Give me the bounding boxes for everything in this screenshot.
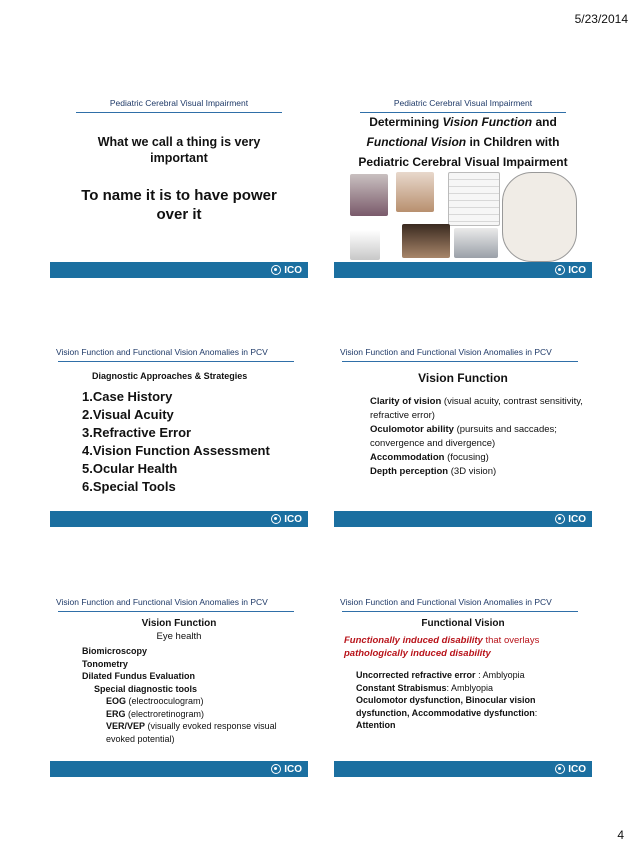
instrument-photo [454, 228, 498, 258]
slide-footer [334, 511, 592, 527]
logo-ring-icon [555, 265, 565, 275]
list-item: 2.Visual Acuity [82, 407, 174, 422]
ico-logo: ICO [555, 264, 586, 276]
header-divider [342, 611, 578, 612]
ico-logo: ICO [555, 763, 586, 775]
logo-ring-icon [271, 764, 281, 774]
slide-header: Pediatric Cerebral Visual Impairment [393, 98, 533, 108]
slide-subtitle: Diagnostic Approaches & Strategies [92, 371, 248, 381]
fv-item: Uncorrected refractive error : Amblyopia [356, 670, 525, 680]
tool-item: VER/VEP (visually evoked response visual evoked potential) [106, 721, 277, 744]
brain-diagram [502, 172, 577, 262]
device-photo [350, 230, 380, 260]
fv-item: Constant Strabismus: Amblyopia [356, 682, 494, 693]
tool-item: ERG (electroretinogram) [106, 708, 205, 719]
header-divider [58, 361, 294, 362]
slide-header: Vision Function and Functional Vision Anomalies in PCV [340, 597, 552, 607]
list-item: 1.Case History [82, 389, 173, 404]
header-divider [342, 361, 578, 362]
slide-3 [50, 335, 308, 527]
vision-item: Accommodation (focusing) [370, 452, 489, 463]
slide-1 [50, 86, 308, 278]
slide-header: Vision Function and Functional Vision Anomalies in PCV [340, 347, 552, 357]
slide-header: Pediatric Cerebral Visual Impairment [109, 98, 249, 108]
ico-logo: ICO [271, 264, 302, 276]
fv-item: Attention [356, 720, 396, 730]
slide-footer [334, 761, 592, 777]
slide-header: Vision Function and Functional Vision Anomalies in PCV [56, 597, 268, 607]
ico-logo: ICO [271, 513, 302, 525]
ico-logo: ICO [271, 763, 302, 775]
quote-line-3: To name it is to have power [81, 187, 277, 204]
exam-item: Biomicroscopy [82, 646, 148, 656]
logo-ring-icon [271, 265, 281, 275]
child-photo-1 [350, 174, 388, 216]
title-part: Determining [369, 115, 443, 129]
slide-footer [334, 262, 592, 278]
slide-4 [334, 335, 592, 527]
exam-photo [402, 224, 450, 258]
slide-title: Vision Function [418, 371, 508, 385]
vision-item: Oculomotor ability (pursuits and saccades; convergence and divergence) [370, 424, 557, 449]
chart-photo [448, 172, 500, 226]
fv-item: Oculomotor dysfunction, Binocular vision dysfunction, Accommodative dysfunction: [356, 695, 538, 718]
slide-title: Functional Vision [421, 618, 505, 629]
child-photo-2 [396, 172, 434, 212]
slide-title: Vision Function [141, 618, 217, 629]
title-emphasis: Vision Function [442, 115, 533, 129]
vision-item: Depth perception (3D vision) [370, 466, 497, 477]
quote-line-2: important [150, 151, 208, 165]
tool-item: EOG (electrooculogram) [106, 696, 204, 706]
slide-header: Vision Function and Functional Vision Anomalies in PCV [56, 347, 268, 357]
logo-ring-icon [555, 764, 565, 774]
title-part: in Children with [466, 135, 560, 149]
list-item: 6.Special Tools [82, 479, 176, 494]
slide-5 [50, 585, 308, 777]
title-part: and [532, 115, 557, 129]
list-item: 3.Refractive Error [82, 425, 192, 440]
quote-line-4: over it [156, 206, 202, 223]
date: 5/23/2014 [574, 12, 628, 26]
slide-footer [50, 761, 308, 777]
logo-ring-icon [271, 514, 281, 524]
vision-item: Clarity of vision (visual acuity, contrast sensitivity, refractive error) [370, 396, 583, 421]
red-statement-1: Functionally induced disability that overlays [344, 635, 540, 646]
photo-collage [350, 172, 575, 260]
list-item: 4.Vision Function Assessment [82, 443, 270, 458]
approach-list [82, 388, 270, 496]
list-item: 5.Ocular Health [82, 461, 178, 476]
quote-line-1: What we call a thing is very [97, 135, 261, 149]
header-divider [58, 611, 294, 612]
exam-item: Special diagnostic tools [94, 683, 198, 694]
slide-2 [334, 86, 592, 278]
page-number: 4 [617, 828, 624, 842]
exam-item: Tonometry [82, 658, 128, 669]
header-divider [76, 112, 282, 113]
exam-item: Dilated Fundus Evaluation [82, 671, 196, 681]
slide-footer [50, 262, 308, 278]
ico-logo: ICO [555, 513, 586, 525]
slide-footer [50, 511, 308, 527]
red-statement-2: pathologically induced disability [344, 648, 491, 659]
logo-ring-icon [555, 514, 565, 524]
title-emphasis: Functional Vision [366, 135, 467, 149]
slide-subtitle: Eye health [156, 631, 202, 642]
slide-6 [334, 585, 592, 777]
title-part: Pediatric Cerebral Visual Impairment [358, 155, 568, 169]
